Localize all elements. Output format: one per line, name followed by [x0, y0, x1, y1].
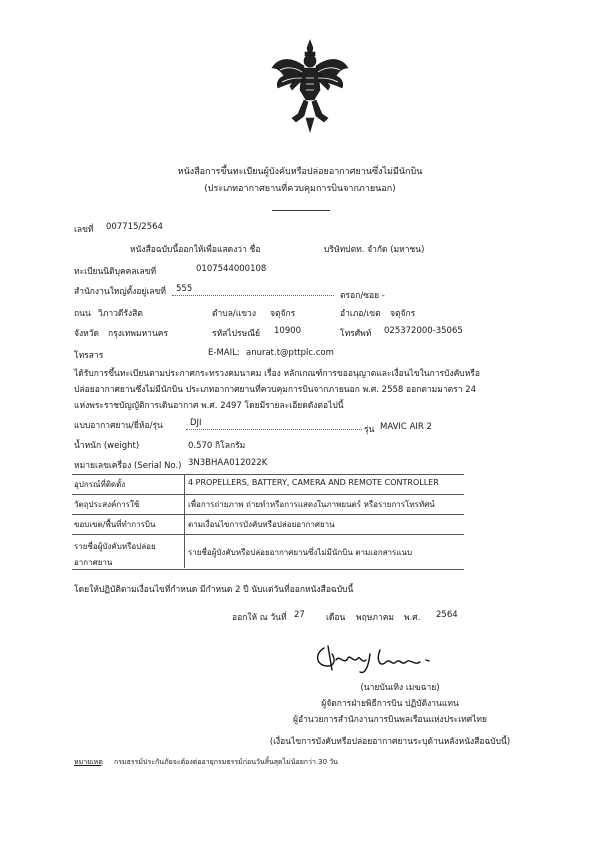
juristic-label: ทะเบียนนิติบุคคลเลขที่	[74, 267, 157, 277]
issued-month: พฤษภาคม	[356, 613, 395, 623]
signer-title-2: ผู้อำนวยการสำนักงานการบินพลเรือนแห่งประเทศไทย	[293, 715, 487, 725]
weight-value: 0.570 กิโลกรัม	[188, 441, 246, 451]
brand-value: DJI	[190, 418, 202, 428]
postcode-value: 10900	[274, 326, 302, 336]
fax-label: โทรสาร	[74, 351, 104, 361]
area-value: ตามเงื่อนไขการบังคับหรือปล่อยอากาศยาน	[188, 520, 335, 529]
issued-year: 2564	[436, 610, 458, 620]
equipment-value: 4 PROPELLERS, BATTERY, CAMERA AND REMOTE CONTROLLER	[188, 478, 439, 487]
doc-number-label: เลขที่	[74, 225, 94, 235]
province-label: จังหวัด	[74, 329, 100, 339]
email-label: E-MAIL:	[208, 348, 240, 358]
spec-table-divider-1	[72, 494, 464, 495]
body-line-1: ได้รับการขึ้นทะเบียนตามประกาศกระทรวงคมนาคม เรื่อง หลักเกณฑ์การขออนุญาตและเงื่อนไขในการบังคับหรือ	[74, 369, 480, 379]
issued-label: ออกให้ ณ วันที่	[232, 613, 287, 623]
equipment-label: อุปกรณ์ที่ติดตั้ง	[74, 480, 126, 489]
footnote-label: หมายเหตุ	[74, 758, 103, 766]
spec-table-divider-2	[72, 514, 464, 515]
signature	[310, 640, 440, 676]
spec-table-divider-3	[72, 534, 464, 535]
pilots-label-2: อากาศยาน	[74, 558, 113, 567]
area-label: ขอบเขต/พื้นที่ทำการบิน	[74, 520, 156, 529]
spec-table-frame	[72, 474, 464, 570]
title-divider	[272, 210, 330, 211]
juristic-value: 0107544000108	[196, 264, 267, 274]
pilots-label-1: รายชื่อผู้บังคับหรือปล่อย	[74, 542, 156, 551]
road-label: ถนน	[74, 309, 91, 319]
model-label: รุ่น	[364, 425, 375, 435]
doc-subtitle: (ประเภทอากาศยานที่ควบคุมการบินจากภายนอก)	[204, 184, 396, 194]
soi-label: ตรอก/ซอย -	[340, 291, 385, 301]
district-value: จตุจักร	[390, 309, 416, 319]
province-value: กรุงเทพมหานคร	[108, 329, 169, 339]
signer-name: (นายบันเทิง เมฆฉาย)	[360, 683, 440, 693]
serial-value: 3N3BHAA012022K	[188, 458, 268, 468]
hq-underline	[172, 295, 334, 296]
subdistrict-value: จตุจักร	[270, 309, 296, 319]
conditions-note: (เงื่อนไขการบังคับหรือปล่อยอากาศยานระบุด้านหลังหนังสือฉบับนี้)	[269, 737, 511, 747]
validity-text: โดยให้ปฏิบัติตามเงื่อนไขที่กำหนด มีกำหนด 2 ปี นับแต่วันที่ออกหนังสือฉบับนี้	[74, 585, 354, 595]
issued-month-label: เดือน	[326, 613, 346, 623]
phone-label: โทรศัพท์	[340, 329, 372, 339]
postcode-label: รหัสไปรษณีย์	[212, 329, 261, 339]
purpose-label: วัตถุประสงค์การใช้	[74, 500, 140, 509]
holder-name: บริษัทปตท. จำกัด (มหาชน)	[324, 245, 425, 255]
issued-day: 27	[294, 610, 305, 620]
model-brand-label: แบบอากาศยาน/ยี่ห้อ/รุ่น	[74, 421, 163, 431]
body-line-2: ปล่อยอากาศยานซึ่งไม่มีนักบิน ประเภทอากาศยานที่ควบคุมการบินจากภายนอก พ.ศ. 2558 ออกตามมาตรา 24	[74, 385, 477, 395]
road-value: วิภาวดีรังสิต	[98, 309, 143, 319]
doc-title: หนังสือการขึ้นทะเบียนผู้บังคับหรือปล่อยอากาศยานซึ่งไม่มีนักบิน	[177, 167, 423, 177]
subdistrict-label: ตำบล/แขวง	[212, 309, 256, 319]
serial-label: หมายเลขเครื่อง (Serial No.)	[74, 461, 182, 471]
issued-year-label: พ.ศ.	[404, 613, 421, 623]
purpose-value: เพื่อการถ่ายภาพ ถ่ายทำหรือการแสดงในภาพยนตร์ หรือรายการโทรทัศน์	[188, 500, 435, 509]
weight-label: น้ำหนัก (weight)	[74, 441, 140, 451]
hq-value: 555	[176, 284, 193, 294]
email-value: anurat.t@pttplc.com	[246, 348, 334, 358]
brand-underline	[186, 429, 362, 430]
signer-title-1: ผู้จัดการฝ่ายพิธีการบิน ปฏิบัติงานแทน	[321, 699, 459, 709]
body-line-3: แห่งพระราชบัญญัติการเดินอากาศ พ.ศ. 2497 โดยมีรายละเอียดดังต่อไปนี้	[74, 401, 344, 411]
garuda-emblem	[268, 38, 352, 134]
doc-number-value: 007715/2564	[106, 222, 163, 232]
district-label: อำเภอ/เขต	[340, 309, 381, 319]
spec-table-vline	[184, 474, 185, 568]
model-value: MAVIC AIR 2	[380, 422, 432, 432]
intro-text: หนังสือฉบับนี้ออกให้เพื่อแสดงว่า ชื่อ	[130, 245, 261, 255]
phone-value: 025372000-35065	[384, 326, 463, 336]
footnote-text: กรมธรรม์ประกันภัยจะต้องต่ออายุกรมธรรม์ก่อนวันสิ้นสุดไม่น้อยกว่า 30 วัน	[114, 758, 338, 766]
hq-label: สำนักงานใหญ่ตั้งอยู่เลขที่	[74, 287, 166, 297]
pilots-value: รายชื่อผู้บังคับหรือปล่อยอากาศยานซึ่งไม่มีนักบิน ตามเอกสารแนบ	[188, 548, 413, 557]
